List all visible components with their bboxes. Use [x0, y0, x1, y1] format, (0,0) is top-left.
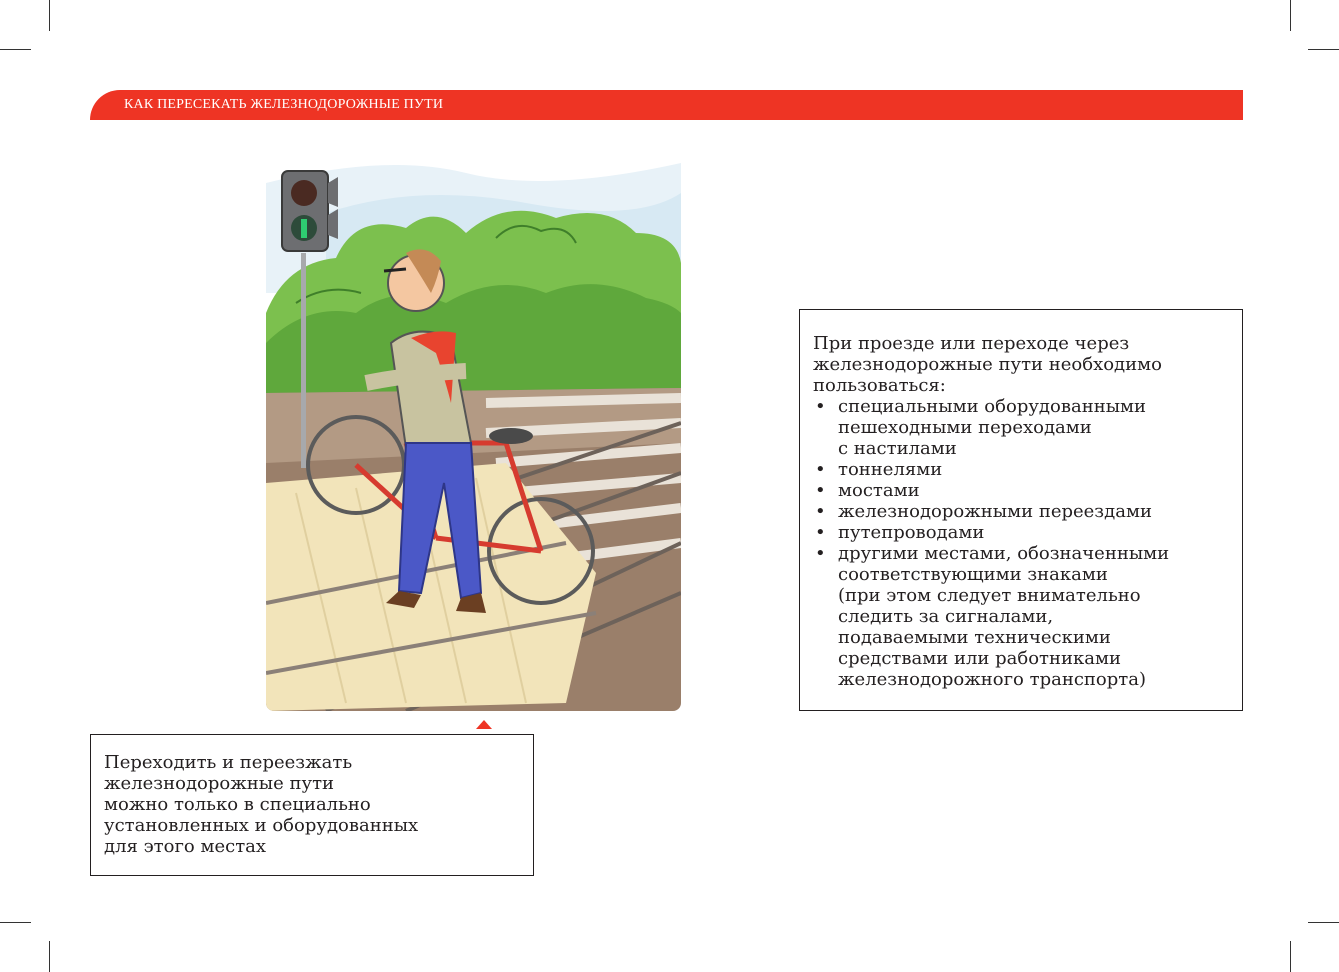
note-box-right: [799, 309, 1243, 711]
crop-mark: [0, 49, 31, 50]
crop-mark: [1290, 0, 1291, 31]
list-item: [813, 396, 1234, 459]
list-item-text: другими местами, обозначенными соответствующими знаками (при этом следует внимательно следить за сигналами, подаваемыми техническими средствами или работниками железнодорожного транспорта): [838, 543, 1170, 690]
cyclist-crossing-illustration: [266, 143, 681, 711]
crop-mark: [1308, 922, 1339, 923]
list-item: [813, 480, 1234, 501]
bullet-icon: •: [815, 543, 826, 564]
crop-mark: [1290, 941, 1291, 972]
note-left-text: Переходить и переезжать железнодорожные пути можно только в специально установленных и оборудованных для этого местах: [104, 752, 419, 857]
bullet-icon: •: [815, 522, 826, 543]
bullet-icon: •: [815, 396, 826, 417]
list-item-text: специальными оборудованными пешеходными переходами с настилами: [838, 396, 1147, 459]
list-item: [813, 501, 1234, 522]
list-item: [813, 522, 1234, 543]
list-item-text: мостами: [838, 480, 920, 501]
list-item: [813, 459, 1234, 480]
callout-pointer: [476, 720, 492, 729]
list-item-text: тоннелями: [838, 459, 943, 480]
section-banner: [90, 90, 1243, 120]
bullet-icon: •: [815, 459, 826, 480]
crossing-places-list: [813, 396, 1234, 690]
note-right-intro: При проезде или переходе через железнодорожные пути необходимо пользоваться:: [813, 333, 1162, 396]
note-box-left: [90, 734, 534, 876]
bullet-icon: •: [815, 501, 826, 522]
list-item-text: железнодорожными переездами: [838, 501, 1152, 522]
list-item-text: путепроводами: [838, 522, 985, 543]
crop-mark: [0, 922, 31, 923]
crop-mark: [1308, 49, 1339, 50]
list-item: [813, 543, 1234, 690]
crop-mark: [49, 941, 50, 972]
bullet-icon: •: [815, 480, 826, 501]
crop-mark: [49, 0, 50, 31]
section-title: КАК ПЕРЕСЕКАТЬ ЖЕЛЕЗНОДОРОЖНЫЕ ПУТИ: [124, 97, 444, 112]
